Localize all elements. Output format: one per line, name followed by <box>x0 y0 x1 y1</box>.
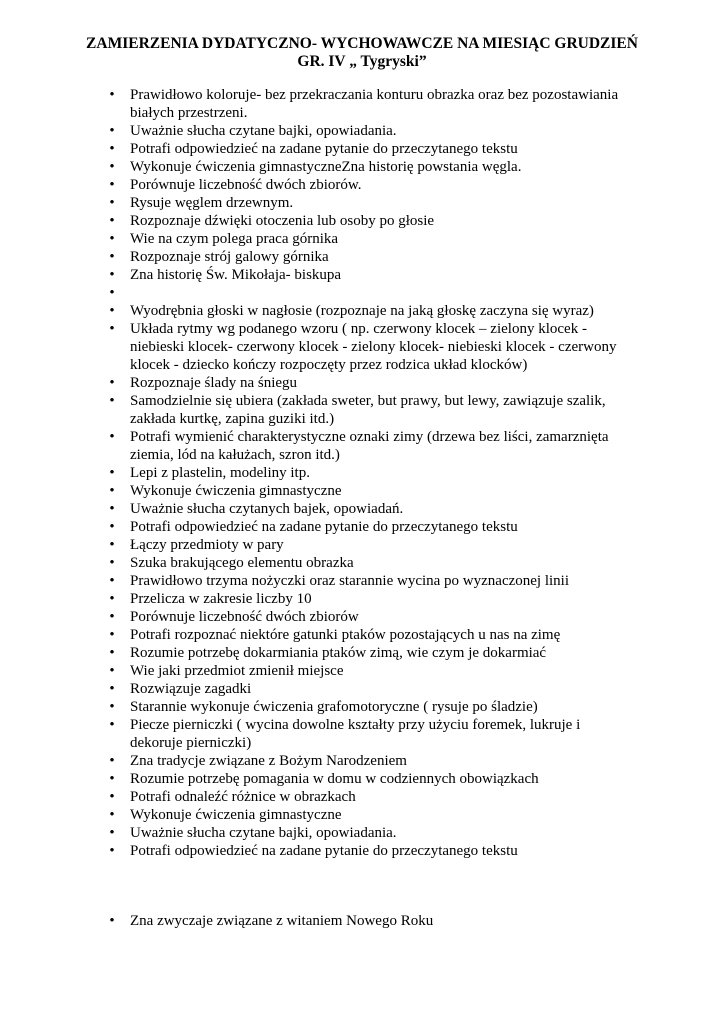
bullet-glyph: • <box>109 483 115 499</box>
list-item <box>0 320 724 374</box>
list-item <box>0 392 724 428</box>
list-item-text: Szuka brakującego elementu obrazka <box>130 555 354 571</box>
list-item-text: Rozumie potrzebę pomagania w domu w codziennych obowiązkach <box>130 771 539 787</box>
list-item <box>0 806 724 824</box>
bullet-glyph: • <box>109 429 115 445</box>
list-item-text: Wykonuje ćwiczenia gimnastyczne <box>130 807 342 823</box>
list-item-text: Wykonuje ćwiczenia gimnastyczneZna historię powstania węgla. <box>130 159 522 175</box>
list-item-text: Przelicza w zakresie liczby 10 <box>130 591 312 607</box>
list-item-text: Prawidłowo trzyma nożyczki oraz starannie wycina po wyznaczonej linii <box>130 573 570 589</box>
list-item-text: Samodzielnie się ubiera (zakłada sweter, but prawy, but lewy, zawiązuje szalik, zakłada kurtkę, zapina guziki itd.) <box>130 393 606 427</box>
bullet-glyph: • <box>109 303 115 319</box>
goals-list <box>0 86 724 930</box>
list-item-text: Lepi z plastelin, modeliny itp. <box>130 465 310 481</box>
list-item <box>0 680 724 698</box>
list-item <box>0 212 724 230</box>
list-item <box>0 698 724 716</box>
bullet-glyph: • <box>109 375 115 391</box>
list-item-text: Układa rytmy wg podanego wzoru ( np. czerwony klocek – zielony klocek - niebieski klocek- czerwony klocek - zielony klocek- niebieski klocek - czerwony klocek - dziecko kończy rozpoczęty przez rodzica układ klocków) <box>130 321 617 373</box>
bullet-glyph: • <box>109 627 115 643</box>
list-item <box>0 248 724 266</box>
bullet-glyph: • <box>109 717 115 733</box>
list-item-text: Potrafi odpowiedzieć na zadane pytanie do przeczytanego tekstu <box>130 519 518 535</box>
bullet-glyph: • <box>109 159 115 175</box>
list-item-text: Wyodrębnia głoski w nagłosie (rozpoznaje na jaką głoskę zaczyna się wyraz) <box>130 303 594 319</box>
list-item <box>0 824 724 842</box>
list-item-text: Łączy przedmioty w pary <box>130 537 284 553</box>
bullet-glyph: • <box>109 537 115 553</box>
list-item-text: Wykonuje ćwiczenia gimnastyczne <box>130 483 342 499</box>
bullet-glyph: • <box>109 501 115 517</box>
list-item <box>0 626 724 644</box>
bullet-glyph: • <box>109 771 115 787</box>
list-item <box>0 788 724 806</box>
bullet-glyph: • <box>109 825 115 841</box>
bullet-glyph: • <box>109 789 115 805</box>
list-item-text: Wie na czym polega praca górnika <box>130 231 339 247</box>
bullet-glyph: • <box>109 195 115 211</box>
bullet-glyph: • <box>109 573 115 589</box>
list-item <box>0 266 724 284</box>
bullet-glyph: • <box>109 843 115 859</box>
list-item <box>0 662 724 680</box>
bullet-glyph: • <box>109 465 115 481</box>
list-item-text: Zna tradycje związane z Bożym Narodzeniem <box>130 753 407 769</box>
list-item-text: Rozpoznaje dźwięki otoczenia lub osoby po głosie <box>130 213 435 229</box>
list-item-text: Potrafi wymienić charakterystyczne oznaki zimy (drzewa bez liści, zamarznięta ziemia, lód na kałużach, szron itd.) <box>130 429 609 463</box>
list-item <box>0 176 724 194</box>
bullet-glyph: • <box>109 213 115 229</box>
bullet-glyph: • <box>109 249 115 265</box>
list-item-text: Uważnie słucha czytane bajki, opowiadania. <box>130 825 397 841</box>
bullet-glyph: • <box>109 699 115 715</box>
bullet-glyph: • <box>109 231 115 247</box>
list-item-text <box>130 284 634 302</box>
list-item-text: Prawidłowo koloruje- bez przekraczania konturu obrazka oraz bez pozostawiania białych przestrzeni. <box>130 87 619 121</box>
list-item <box>0 194 724 212</box>
list-item <box>0 770 724 788</box>
bullet-glyph: • <box>109 913 115 929</box>
list-item-text: Zna zwyczaje związane z witaniem Nowego Roku <box>130 913 434 929</box>
list-item-text: Rozwiązuje zagadki <box>130 681 252 697</box>
list-item-text: Rozpoznaje strój galowy górnika <box>130 249 329 265</box>
document-title: ZAMIERZENIA DYDATYCZNO- WYCHOWAWCZE NA MIESIĄC GRUDZIEŃ <box>86 35 638 52</box>
list-item-text: Potrafi odnaleźć różnice w obrazkach <box>130 789 356 805</box>
list-item-text: Potrafi odpowiedzieć na zadane pytanie do przeczytanego tekstu <box>130 843 518 859</box>
bullet-glyph: • <box>109 645 115 661</box>
list-item <box>0 158 724 176</box>
bullet-glyph: • <box>109 753 115 769</box>
list-item <box>0 536 724 554</box>
list-item <box>0 572 724 590</box>
list-item-text: Starannie wykonuje ćwiczenia grafomotoryczne ( rysuje po śladzie) <box>130 699 538 715</box>
bullet-glyph: • <box>109 123 115 139</box>
bullet-glyph: • <box>109 519 115 535</box>
list-item <box>0 122 724 140</box>
list-item-text: Potrafi rozpoznać niektóre gatunki ptaków pozostających u nas na zimę <box>130 627 561 643</box>
list-item-text: Potrafi odpowiedzieć na zadane pytanie do przeczytanego tekstu <box>130 141 518 157</box>
bullet-glyph: • <box>109 87 115 103</box>
list-item-text: Wie jaki przedmiot zmienił miejsce <box>130 663 344 679</box>
bullet-glyph: • <box>109 177 115 193</box>
bullet-glyph: • <box>109 681 115 697</box>
list-item <box>0 482 724 500</box>
list-item-text: Zna historię Św. Mikołaja- biskupa <box>130 267 342 283</box>
list-item <box>0 464 724 482</box>
list-item-text: Rysuje węglem drzewnym. <box>130 195 294 211</box>
bullet-glyph: • <box>109 285 115 301</box>
list-item-text: Porównuje liczebność dwóch zbiorów <box>130 609 359 625</box>
list-item <box>0 518 724 536</box>
list-item <box>0 554 724 572</box>
list-item-text: Rozpoznaje ślady na śniegu <box>130 375 298 391</box>
list-item <box>0 140 724 158</box>
list-item-text: Piecze pierniczki ( wycina dowolne kształty przy użyciu foremek, lukruje i dekoruje pierniczki) <box>130 717 581 751</box>
list-item-text: Porównuje liczebność dwóch zbiorów. <box>130 177 362 193</box>
list-item-text: Uważnie słucha czytanych bajek, opowiadań. <box>130 501 404 517</box>
list-item <box>0 428 724 464</box>
group-subtitle: GR. IV „ Tygryski” <box>297 53 427 70</box>
bullet-glyph: • <box>109 393 115 409</box>
list-item <box>0 752 724 770</box>
list-item <box>0 500 724 518</box>
bullet-glyph: • <box>109 555 115 571</box>
bullet-glyph: • <box>109 807 115 823</box>
list-item-text: Rozumie potrzebę dokarmiania ptaków zimą, wie czym je dokarmiać <box>130 645 547 661</box>
list-item <box>0 284 724 302</box>
list-item <box>0 374 724 392</box>
bullet-glyph: • <box>109 591 115 607</box>
list-item <box>0 230 724 248</box>
list-item <box>0 302 724 320</box>
list-item <box>0 842 724 860</box>
bullet-glyph: • <box>109 609 115 625</box>
bullet-glyph: • <box>109 663 115 679</box>
bullet-glyph: • <box>109 267 115 283</box>
list-item-text: Uważnie słucha czytane bajki, opowiadania. <box>130 123 397 139</box>
list-item <box>0 912 724 930</box>
list-item <box>0 716 724 752</box>
bullet-glyph: • <box>109 321 115 337</box>
list-item <box>0 590 724 608</box>
list-item <box>0 86 724 122</box>
list-item <box>0 644 724 662</box>
bullet-glyph: • <box>109 141 115 157</box>
list-item <box>0 608 724 626</box>
